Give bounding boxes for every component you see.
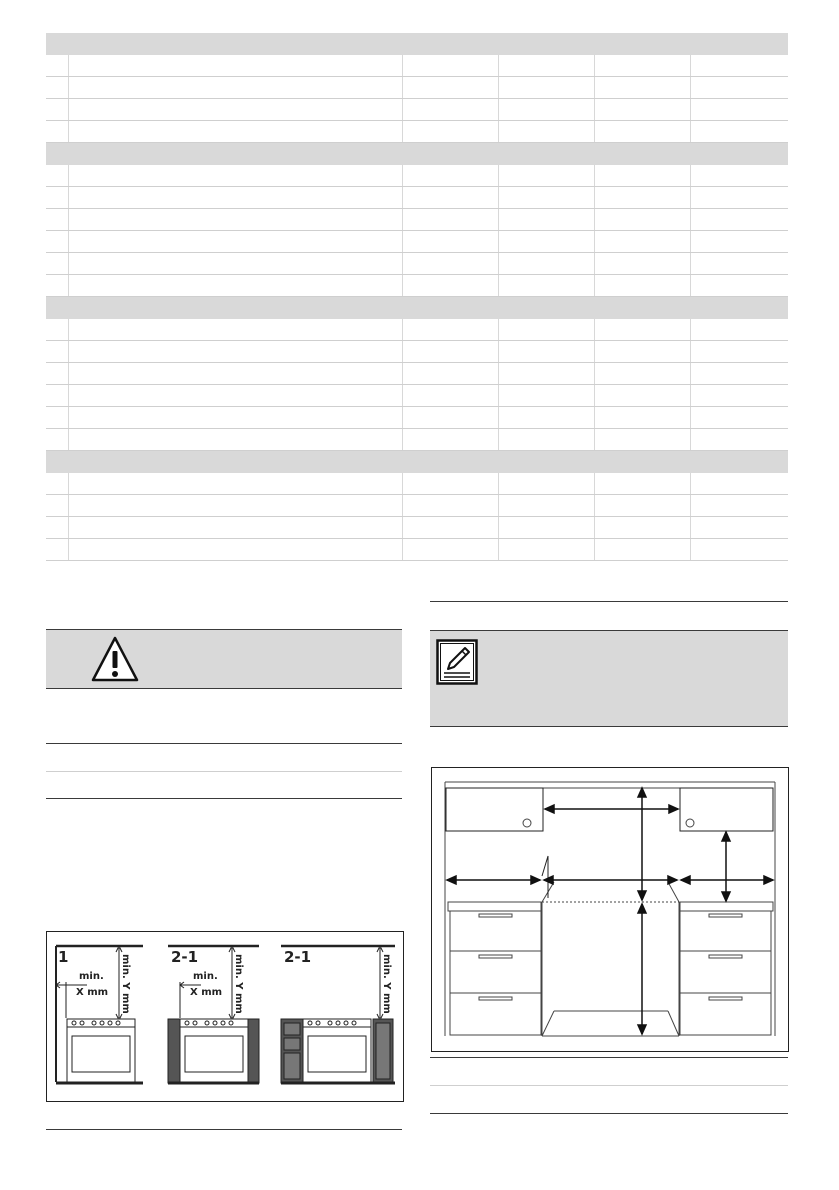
table-cell-divider	[402, 495, 403, 516]
table-cell-divider	[690, 473, 691, 494]
table-cell-divider	[68, 253, 69, 274]
table-cell-divider	[594, 473, 595, 494]
kitchen-dimension-diagram	[432, 768, 788, 1051]
table-cell-divider	[68, 407, 69, 428]
note-box	[430, 630, 788, 727]
rule	[46, 1129, 402, 1130]
table-cell-divider	[690, 517, 691, 538]
table-cell-divider	[498, 231, 499, 252]
table-section-header	[46, 297, 788, 319]
table-cell-divider	[690, 495, 691, 516]
table-cell-divider	[690, 539, 691, 560]
table-cell-divider	[68, 99, 69, 120]
table-cell-divider	[594, 187, 595, 208]
table-cell-divider	[498, 77, 499, 98]
table-row	[46, 99, 788, 121]
table-cell-divider	[498, 209, 499, 230]
table-cell-divider	[402, 319, 403, 340]
table-cell-divider	[402, 473, 403, 494]
table-cell-divider	[68, 517, 69, 538]
panel-2-x-label: X mm	[190, 987, 223, 998]
table-cell-divider	[68, 209, 69, 230]
table-cell-divider	[690, 209, 691, 230]
table-section-header	[46, 451, 788, 473]
table-row	[46, 341, 788, 363]
table-cell-divider	[402, 517, 403, 538]
table-cell-divider	[402, 385, 403, 406]
table-cell-divider	[68, 55, 69, 76]
table-cell-divider	[690, 319, 691, 340]
rule	[46, 743, 402, 744]
table-cell-divider	[68, 275, 69, 296]
table-cell-divider	[594, 99, 595, 120]
panel-1	[56, 946, 143, 1083]
table-row	[46, 253, 788, 275]
table-cell-divider	[68, 539, 69, 560]
table-row	[46, 55, 788, 77]
table-cell-divider	[68, 473, 69, 494]
table-cell-divider	[68, 165, 69, 186]
table-cell-divider	[690, 341, 691, 362]
table-cell-divider	[68, 231, 69, 252]
panel-2	[168, 946, 259, 1083]
table-cell-divider	[690, 429, 691, 450]
table-cell-divider	[594, 77, 595, 98]
rule	[430, 601, 788, 602]
table-row	[46, 209, 788, 231]
table-cell-divider	[402, 363, 403, 384]
table-cell-divider	[594, 539, 595, 560]
table-cell-divider	[690, 407, 691, 428]
table-cell-divider	[498, 539, 499, 560]
table-cell-divider	[594, 165, 595, 186]
table-cell-divider	[690, 385, 691, 406]
table-row	[46, 231, 788, 253]
table-cell-divider	[690, 77, 691, 98]
table-cell-divider	[594, 209, 595, 230]
kitchen-dimension-figure	[431, 767, 789, 1052]
table-cell-divider	[498, 187, 499, 208]
table-cell-divider	[402, 429, 403, 450]
panel-2-min-label: min.	[193, 971, 218, 982]
table-cell-divider	[68, 187, 69, 208]
table-row	[46, 121, 788, 143]
table-cell-divider	[402, 341, 403, 362]
table-cell-divider	[68, 77, 69, 98]
rule	[430, 1057, 788, 1058]
table-row	[46, 407, 788, 429]
table-cell-divider	[690, 363, 691, 384]
table-cell-divider	[402, 253, 403, 274]
table-cell-divider	[402, 165, 403, 186]
table-cell-divider	[402, 99, 403, 120]
panel-3-y-label: min. Y mm	[381, 954, 392, 1014]
table-row	[46, 385, 788, 407]
table-row	[46, 319, 788, 341]
warning-triangle-icon	[90, 635, 140, 683]
table-cell-divider	[402, 275, 403, 296]
table-cell-divider	[594, 429, 595, 450]
table-cell-divider	[402, 187, 403, 208]
panel-1-label: 1	[58, 948, 69, 966]
table-cell-divider	[498, 429, 499, 450]
table-cell-divider	[594, 55, 595, 76]
table-row	[46, 187, 788, 209]
table-cell-divider	[68, 363, 69, 384]
table-row	[46, 429, 788, 451]
table-cell-divider	[402, 539, 403, 560]
table-cell-divider	[690, 121, 691, 142]
table-cell-divider	[594, 253, 595, 274]
table-section-header	[46, 143, 788, 165]
table-cell-divider	[498, 407, 499, 428]
table-cell-divider	[68, 385, 69, 406]
table-cell-divider	[402, 407, 403, 428]
rule	[430, 1085, 788, 1086]
table-cell-divider	[498, 99, 499, 120]
panel-3-label: 2-1	[284, 948, 312, 966]
table-cell-divider	[498, 55, 499, 76]
table-cell-divider	[68, 319, 69, 340]
table-cell-divider	[402, 77, 403, 98]
table-cell-divider	[594, 517, 595, 538]
table-cell-divider	[594, 385, 595, 406]
pencil-note-icon	[436, 639, 478, 685]
panel-1-x-label: X mm	[76, 987, 109, 998]
table-cell-divider	[68, 429, 69, 450]
table-cell-divider	[402, 55, 403, 76]
table-cell-divider	[402, 121, 403, 142]
table-section-header	[46, 33, 788, 55]
table-cell-divider	[594, 319, 595, 340]
table-cell-divider	[498, 121, 499, 142]
rule	[46, 771, 402, 772]
table-row	[46, 473, 788, 495]
table-row	[46, 165, 788, 187]
table-row	[46, 363, 788, 385]
panel-2-y-label: min. Y mm	[233, 954, 244, 1014]
warning-box	[46, 629, 402, 689]
table-cell-divider	[498, 473, 499, 494]
table-row	[46, 77, 788, 99]
table-cell-divider	[498, 385, 499, 406]
table-cell-divider	[402, 209, 403, 230]
table-cell-divider	[690, 99, 691, 120]
table-cell-divider	[594, 407, 595, 428]
panel-1-y-label: min. Y mm	[120, 954, 131, 1014]
table-cell-divider	[594, 363, 595, 384]
table-cell-divider	[498, 253, 499, 274]
table-cell-divider	[498, 363, 499, 384]
table-cell-divider	[690, 275, 691, 296]
table-cell-divider	[594, 275, 595, 296]
table-row	[46, 495, 788, 517]
table-cell-divider	[498, 341, 499, 362]
table-cell-divider	[68, 495, 69, 516]
spec-table	[46, 33, 788, 561]
table-cell-divider	[68, 341, 69, 362]
table-cell-divider	[68, 121, 69, 142]
table-row	[46, 275, 788, 297]
rule	[46, 798, 402, 799]
clearance-diagrams	[47, 932, 403, 1101]
installation-clearance-figure	[46, 931, 404, 1102]
panel-2-label: 2-1	[171, 948, 199, 966]
table-cell-divider	[690, 253, 691, 274]
table-row	[46, 517, 788, 539]
table-row	[46, 539, 788, 561]
table-cell-divider	[498, 495, 499, 516]
table-cell-divider	[690, 165, 691, 186]
panel-1-min-label: min.	[79, 971, 104, 982]
table-cell-divider	[594, 231, 595, 252]
table-cell-divider	[498, 275, 499, 296]
table-cell-divider	[498, 319, 499, 340]
panel-3	[281, 946, 395, 1083]
rule	[430, 1113, 788, 1114]
table-cell-divider	[402, 231, 403, 252]
table-cell-divider	[690, 187, 691, 208]
table-cell-divider	[594, 495, 595, 516]
table-cell-divider	[594, 121, 595, 142]
table-cell-divider	[690, 55, 691, 76]
table-cell-divider	[690, 231, 691, 252]
table-cell-divider	[498, 165, 499, 186]
table-cell-divider	[498, 517, 499, 538]
table-cell-divider	[594, 341, 595, 362]
